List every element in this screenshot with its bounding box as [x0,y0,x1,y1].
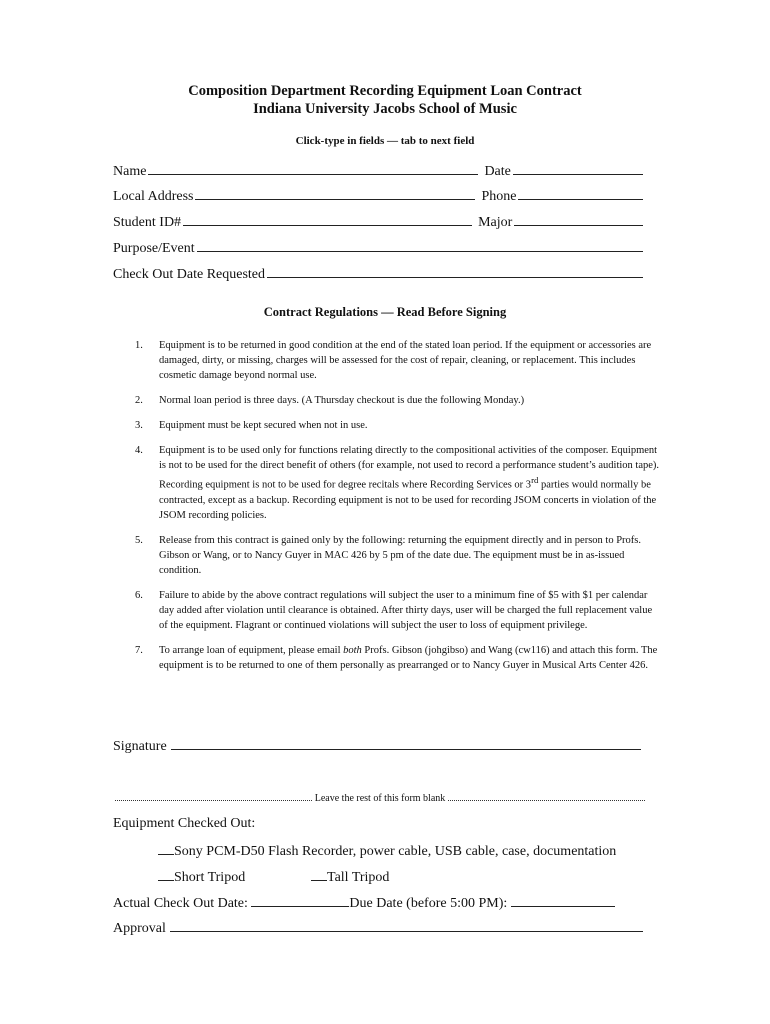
rule-text: Equipment is to be returned in good condition at the end of the stated loan period. If the equipment or accessories are damaged, dirty, or missing, charges will be assessed for the cost of repair, cleaning, or replacement. This includes cosmetic damage beyond normal use. [159,340,652,381]
rule-text: Release from this contract is gained only by the following: returning the equipment directly and in person to Profs. Gibson or Wang, or to Nancy Guyer in MAC 426 by 5 pm of the date due. The equipment must be in as-issued condition. [159,534,642,576]
recorder-checkbox-line[interactable] [158,841,174,855]
local-address-field[interactable] [195,185,475,200]
rule-number: 1. [135,340,143,351]
actual-checkout-field[interactable] [251,892,349,907]
signature-row [113,735,641,755]
tall-tripod-row [311,867,389,886]
rule-number: 6. [135,589,143,601]
form-instruction: Click-type in fields — tab to next field [295,135,475,147]
list-item [135,418,660,433]
due-date-field[interactable] [511,892,615,907]
signature-label: Signature [113,739,167,754]
purpose-row [113,237,643,257]
major-label: Major [478,215,513,230]
local-address-label: Local Address [113,189,194,204]
rule-text: Normal loan period is three days. (A Thursday checkout is due the following Monday.) [159,395,525,406]
list-item [135,588,660,633]
short-tripod-checkbox-line[interactable] [158,867,174,881]
recorder-item-label: Sony PCM-D50 Flash Recorder, power cable, USB cable, case, documentation [174,844,617,859]
list-item [135,643,660,673]
dotted-leader [448,792,645,801]
date-label: Date [484,164,511,179]
list-item [135,533,660,578]
rule-number: 2. [135,395,143,406]
approval-field[interactable] [170,917,643,932]
rule-text [159,443,660,523]
rule-superscript: rd [531,475,539,485]
rule-emphasis: both [343,644,362,656]
rule-text: Failure to abide by the above contract regulations will subject the user to a minimum fine of $5 with $1 per calendar day added after violation until clearance is obtained. After thirty days, user will be charged the full replacement value of the equipment. Flagrant or continued violations will subject the user to loss of equipment privilege. [159,589,653,631]
document-title: Composition Department Recording Equipment Loan Contract [188,83,582,99]
list-item [135,338,660,383]
recorder-item-row [158,841,616,860]
approval-row [113,917,643,937]
blank-notice: Leave the rest of this form blank [314,793,446,804]
phone-field[interactable] [518,185,643,200]
rule-number: 7. [135,644,143,656]
rule-number: 3. [135,420,143,431]
equipment-checked-out-label: Equipment Checked Out: [113,816,256,831]
rule-text-part: To arrange loan of equipment, please email [159,644,344,656]
short-tripod-label: Short Tripod [174,870,246,885]
major-field[interactable] [514,211,643,226]
purpose-field[interactable] [197,237,643,252]
rule-text-part: Equipment is to be used only for functions relating directly to the compositional activities of the composer. Equipment is not to be used for the direct benefit of others (for example, not used to record a performance student’s audition tape). Recording equipment is not to be used for degree recitals where Recording Services or 3 [159,445,660,491]
rule-text-part: Profs. Gibson (johgibso) and Wang (cw116) and attach this form. The equipment is to be returned to one of them personally as prearranged or to Nancy Guyer in Musical Arts Center 426. [159,644,658,671]
phone-label: Phone [481,189,517,204]
list-item [135,393,660,408]
signature-field[interactable] [171,735,641,750]
checkout-due-row [113,892,615,912]
address-phone-row [113,185,643,205]
tall-tripod-checkbox-line[interactable] [311,867,327,881]
name-date-row [113,160,643,180]
student-id-field[interactable] [183,211,472,226]
name-label: Name [113,164,147,179]
rule-text: Equipment must be kept secured when not in use. [159,420,368,431]
rule-number: 4. [135,445,143,456]
checkout-date-row [113,263,643,283]
tall-tripod-label: Tall Tripod [327,870,390,885]
short-tripod-row [158,867,245,886]
checkout-date-field[interactable] [267,263,643,278]
date-field[interactable] [513,160,643,175]
name-field[interactable] [148,160,478,175]
checkout-date-label: Check Out Date Requested [113,267,266,282]
approval-label: Approval [113,921,166,936]
rule-number: 5. [135,534,143,546]
rule-text-part: parties would normally be contracted, except as a backup. Recording equipment is not to be used for recording JSOM concerts in violation of the JSOM recording policies. [159,479,657,521]
student-id-label: Student ID# [113,215,182,230]
rule-text [159,643,660,673]
list-item [135,443,660,523]
actual-checkout-label: Actual Check Out Date: [113,896,248,911]
dotted-leader [115,792,312,801]
regulations-title: Contract Regulations — Read Before Signing [263,305,507,319]
purpose-label: Purpose/Event [113,241,195,256]
student-major-row [113,211,643,231]
document-subtitle: Indiana University Jacobs School of Music [253,101,517,117]
office-use-divider [115,792,645,804]
due-date-label: Due Date (before 5:00 PM): [349,896,508,911]
regulations-list [135,338,660,683]
